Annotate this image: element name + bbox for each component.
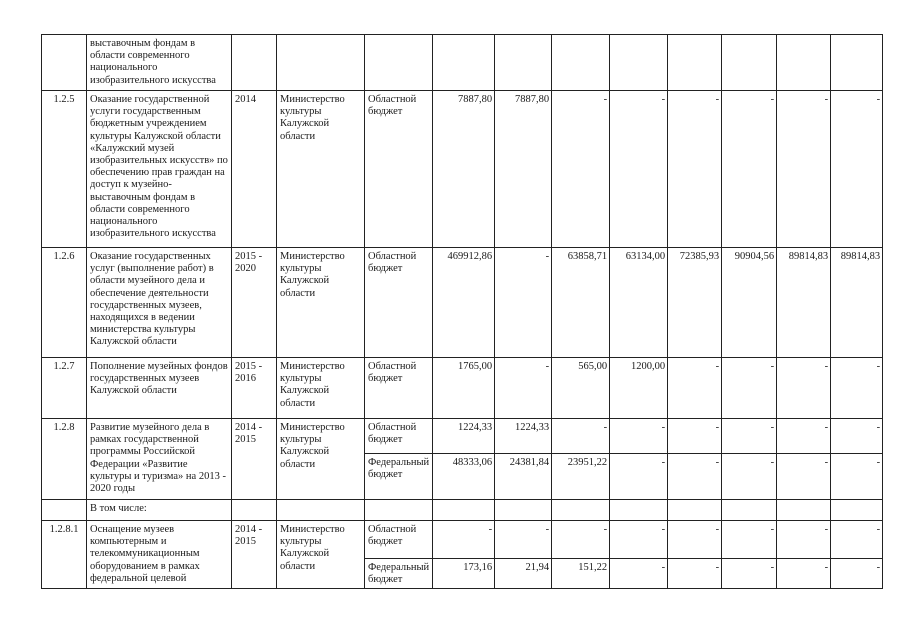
funding-source: Федеральный бюджет [365,454,433,500]
value-2014: 1224,33 [495,419,552,454]
value-2020: - [831,521,883,559]
value-2017 [668,500,722,521]
period: 2015 - 2020 [232,248,277,358]
value-2018: - [722,559,777,589]
value-2018: - [722,91,777,248]
funding-source: Федеральный бюджет [365,559,433,589]
value-2016 [610,35,668,91]
row-number: 1.2.7 [42,358,87,419]
value-2020: 89814,83 [831,248,883,358]
value-2017: - [668,454,722,500]
row-number [42,500,87,521]
value-2015: - [552,91,610,248]
funding-source: Областной бюджет [365,419,433,454]
table-row [42,521,883,559]
value-2019: - [777,419,831,454]
measure-name: Оказание государственной услуги государственным бюджетным учреждением культуры Калужской области «Калужский музей изобразительных искусств» по обеспечению прав граждан на доступ к музейно-выставочным фондам в области современного национального изобразительного искусства [87,91,232,248]
executor: Министерство культуры Калужской области [277,248,365,358]
value-2019: - [777,91,831,248]
value-2015: 565,00 [552,358,610,419]
measure-name: Развитие музейного дела в рамках государственной программы Российской Федерации «Развитие культуры и туризма» на 2013 - 2020 годы [87,419,232,500]
value-2016: - [610,91,668,248]
funding-source: Областной бюджет [365,358,433,419]
period [232,500,277,521]
value-2015: 63858,71 [552,248,610,358]
value-2018: 90904,56 [722,248,777,358]
value-2014: - [495,248,552,358]
table-row [42,358,883,419]
value-2016: - [610,454,668,500]
row-number: 1.2.8.1 [42,521,87,589]
value-total: 469912,86 [433,248,495,358]
value-2017 [668,35,722,91]
funding-source [365,500,433,521]
value-2016: 1200,00 [610,358,668,419]
value-2020: - [831,559,883,589]
period: 2015 - 2016 [232,358,277,419]
budget-table [41,34,883,589]
value-2015: 23951,22 [552,454,610,500]
value-2015: - [552,521,610,559]
value-total: 1765,00 [433,358,495,419]
row-number: 1.2.5 [42,91,87,248]
funding-source: Областной бюджет [365,521,433,559]
value-2016: 63134,00 [610,248,668,358]
executor: Министерство культуры Калужской области [277,358,365,419]
period: 2014 - 2015 [232,419,277,500]
executor [277,500,365,521]
value-2019: 89814,83 [777,248,831,358]
value-2015: - [552,419,610,454]
table-row [42,248,883,358]
measure-name: Пополнение музейных фондов государственных музеев Калужской области [87,358,232,419]
value-total: 7887,80 [433,91,495,248]
value-2014: 7887,80 [495,91,552,248]
value-2018: - [722,419,777,454]
value-2017: - [668,358,722,419]
executor: Министерство культуры Калужской области [277,521,365,589]
measure-name: выставочным фондам в области современного национального изобразительного искусства [87,35,232,91]
value-2015 [552,500,610,521]
value-2017: - [668,521,722,559]
executor: Министерство культуры Калужской области [277,91,365,248]
value-total: 48333,06 [433,454,495,500]
executor: Министерство культуры Калужской области [277,419,365,500]
value-2019: - [777,358,831,419]
value-total: 173,16 [433,559,495,589]
value-2016 [610,500,668,521]
row-number [42,35,87,91]
executor [277,35,365,91]
value-2015 [552,35,610,91]
value-2014 [495,500,552,521]
value-2019: - [777,559,831,589]
value-2018: - [722,358,777,419]
value-2017: - [668,91,722,248]
table-row [42,419,883,454]
value-total: - [433,521,495,559]
measure-name: Оснащение музеев компьютерным и телекоммуникационным оборудованием в рамках федеральной целевой [87,521,232,589]
value-2015: 151,22 [552,559,610,589]
value-2017: - [668,559,722,589]
value-2014 [495,35,552,91]
period: 2014 - 2015 [232,521,277,589]
period [232,35,277,91]
value-2020: - [831,358,883,419]
value-2016: - [610,521,668,559]
value-total: 1224,33 [433,419,495,454]
value-2017: - [668,419,722,454]
row-number: 1.2.6 [42,248,87,358]
value-2014: 24381,84 [495,454,552,500]
value-2014: - [495,521,552,559]
table-row [42,500,883,521]
funding-source: Областной бюджет [365,248,433,358]
value-2018 [722,500,777,521]
measure-name: Оказание государственных услуг (выполнение работ) в области музейного дела и обеспечение деятельности государственных музеев, находящихся в ведении министерства культуры Калужской области [87,248,232,358]
value-2019 [777,500,831,521]
value-2014: 21,94 [495,559,552,589]
value-2020: - [831,454,883,500]
table-row [42,91,883,248]
value-total [433,500,495,521]
value-2014: - [495,358,552,419]
value-2020 [831,500,883,521]
value-2020 [831,35,883,91]
funding-source: Областной бюджет [365,91,433,248]
value-2019: - [777,521,831,559]
value-2020: - [831,91,883,248]
value-2018 [722,35,777,91]
value-2016: - [610,559,668,589]
value-2018: - [722,454,777,500]
value-2020: - [831,419,883,454]
value-2019: - [777,454,831,500]
funding-source [365,35,433,91]
value-total [433,35,495,91]
measure-name: В том числе: [87,500,232,521]
table-row [42,35,883,91]
row-number: 1.2.8 [42,419,87,500]
value-2018: - [722,521,777,559]
value-2017: 72385,93 [668,248,722,358]
value-2019 [777,35,831,91]
value-2016: - [610,419,668,454]
period: 2014 [232,91,277,248]
